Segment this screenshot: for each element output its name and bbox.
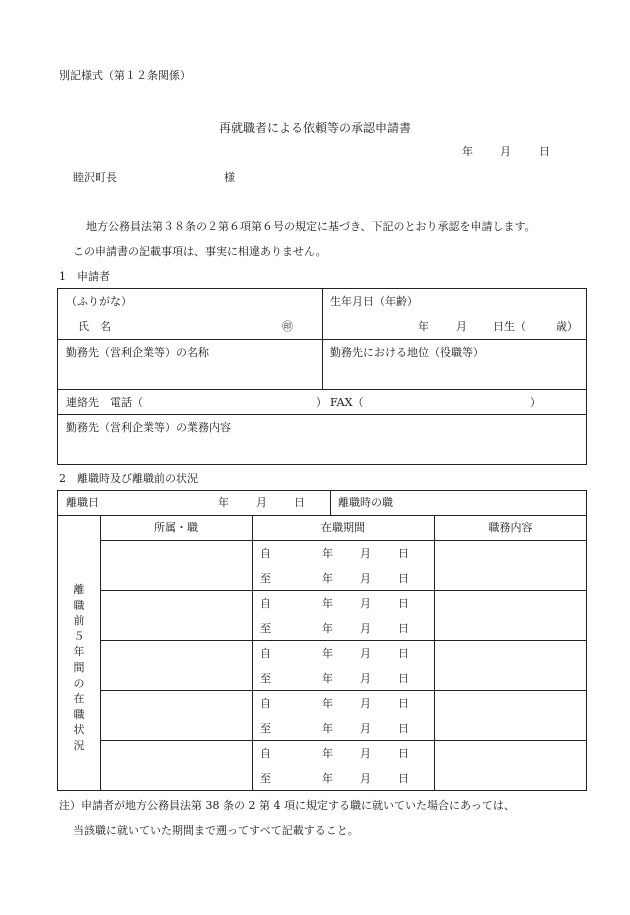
period-day: 日 xyxy=(398,772,409,785)
period-month: 月 xyxy=(360,772,371,785)
retire-post-label: 離職時の職 xyxy=(338,496,393,509)
period-from: 自 xyxy=(260,747,271,760)
retire-month-unit: 月 xyxy=(256,496,267,509)
period-month: 月 xyxy=(360,597,371,610)
period-year: 年 xyxy=(322,647,333,660)
honorific: 様 xyxy=(224,171,235,184)
retire-day-unit: 日 xyxy=(294,496,305,509)
section-2-heading: 2 離職時及び離職前の状況 xyxy=(59,472,198,485)
section-1-heading: 1 申請者 xyxy=(59,270,110,283)
period-day: 日 xyxy=(398,672,409,685)
period-year: 年 xyxy=(322,747,333,760)
period-year: 年 xyxy=(322,672,333,685)
period-day: 日 xyxy=(398,697,409,710)
birthdate-label: 生年月日（年齢） xyxy=(330,295,418,308)
note-line-1: 注）申請者が地方公務員法第 38 条の 2 第 4 項に規定する職に就いていた場合にあっては、 xyxy=(59,799,515,812)
period-to: 至 xyxy=(260,772,271,785)
furigana-label: （ふりがな） xyxy=(66,295,132,308)
period-to: 至 xyxy=(260,572,271,585)
contact-phone-label: 連絡先 電話（ xyxy=(66,396,143,409)
period-day: 日 xyxy=(398,647,409,660)
period-year: 年 xyxy=(322,697,333,710)
col-header-affiliation: 所属・職 xyxy=(154,521,198,534)
col-header-period: 在職期間 xyxy=(321,521,365,534)
age-unit: 歳） xyxy=(556,320,578,333)
retire-date-label: 離職日 xyxy=(66,496,99,509)
period-month: 月 xyxy=(360,697,371,710)
period-from: 自 xyxy=(260,597,271,610)
date-month: 月 xyxy=(500,145,511,158)
period-day: 日 xyxy=(398,747,409,760)
period-year: 年 xyxy=(322,597,333,610)
retire-year-unit: 年 xyxy=(218,496,229,509)
period-to: 至 xyxy=(260,672,271,685)
seal-mark: ㊞ xyxy=(282,320,293,333)
period-day: 日 xyxy=(398,572,409,585)
date-day: 日 xyxy=(539,145,550,158)
period-to: 至 xyxy=(260,722,271,735)
period-year: 年 xyxy=(322,772,333,785)
employer-name-label: 勤務先（営利企業等）の名称 xyxy=(66,346,209,359)
date-year: 年 xyxy=(462,145,473,158)
period-from: 自 xyxy=(260,647,271,660)
period-year: 年 xyxy=(322,547,333,560)
business-content-label: 勤務先（営利企業等）の業務内容 xyxy=(66,421,231,434)
period-month: 月 xyxy=(360,547,371,560)
contact-phone-close: ） xyxy=(316,396,327,409)
period-month: 月 xyxy=(360,622,371,635)
note-line-2: 当該職に就いていた期間まで遡ってすべて記載すること。 xyxy=(73,824,359,837)
form-reference: 別記様式（第１２条関係） xyxy=(59,69,191,82)
side-label-vertical: 離 職 前 ５ 年 間 の 在 職 状 況 xyxy=(73,583,85,752)
period-day: 日 xyxy=(398,722,409,735)
period-to: 至 xyxy=(260,622,271,635)
period-day: 日 xyxy=(398,597,409,610)
birth-day-unit: 日生（ xyxy=(493,320,526,333)
fax-close: ） xyxy=(530,396,541,409)
period-year: 年 xyxy=(322,572,333,585)
addressee: 睦沢町長 xyxy=(73,171,117,184)
period-month: 月 xyxy=(360,647,371,660)
period-day: 日 xyxy=(398,547,409,560)
period-from: 自 xyxy=(260,547,271,560)
intro-line-1: 地方公務員法第３８条の２第６項第６号の規定に基づき、下記のとおり承認を申請します。 xyxy=(86,220,536,233)
period-from: 自 xyxy=(260,697,271,710)
birth-year-unit: 年 xyxy=(418,320,429,333)
period-day: 日 xyxy=(398,622,409,635)
period-month: 月 xyxy=(360,722,371,735)
period-month: 月 xyxy=(360,572,371,585)
document-title: 再就職者による依頼等の承認申請書 xyxy=(218,121,411,135)
birth-month-unit: 月 xyxy=(456,320,467,333)
name-label: 氏 名 xyxy=(78,320,111,333)
period-month: 月 xyxy=(360,672,371,685)
col-header-duties: 職務内容 xyxy=(488,521,533,534)
fax-label: FAX（ xyxy=(330,396,364,409)
period-year: 年 xyxy=(322,722,333,735)
period-month: 月 xyxy=(360,747,371,760)
intro-line-2: この申請書の記載事項は、事実に相違ありません。 xyxy=(73,245,327,258)
period-year: 年 xyxy=(322,622,333,635)
employer-position-label: 勤務先における地位（役職等） xyxy=(330,346,484,359)
